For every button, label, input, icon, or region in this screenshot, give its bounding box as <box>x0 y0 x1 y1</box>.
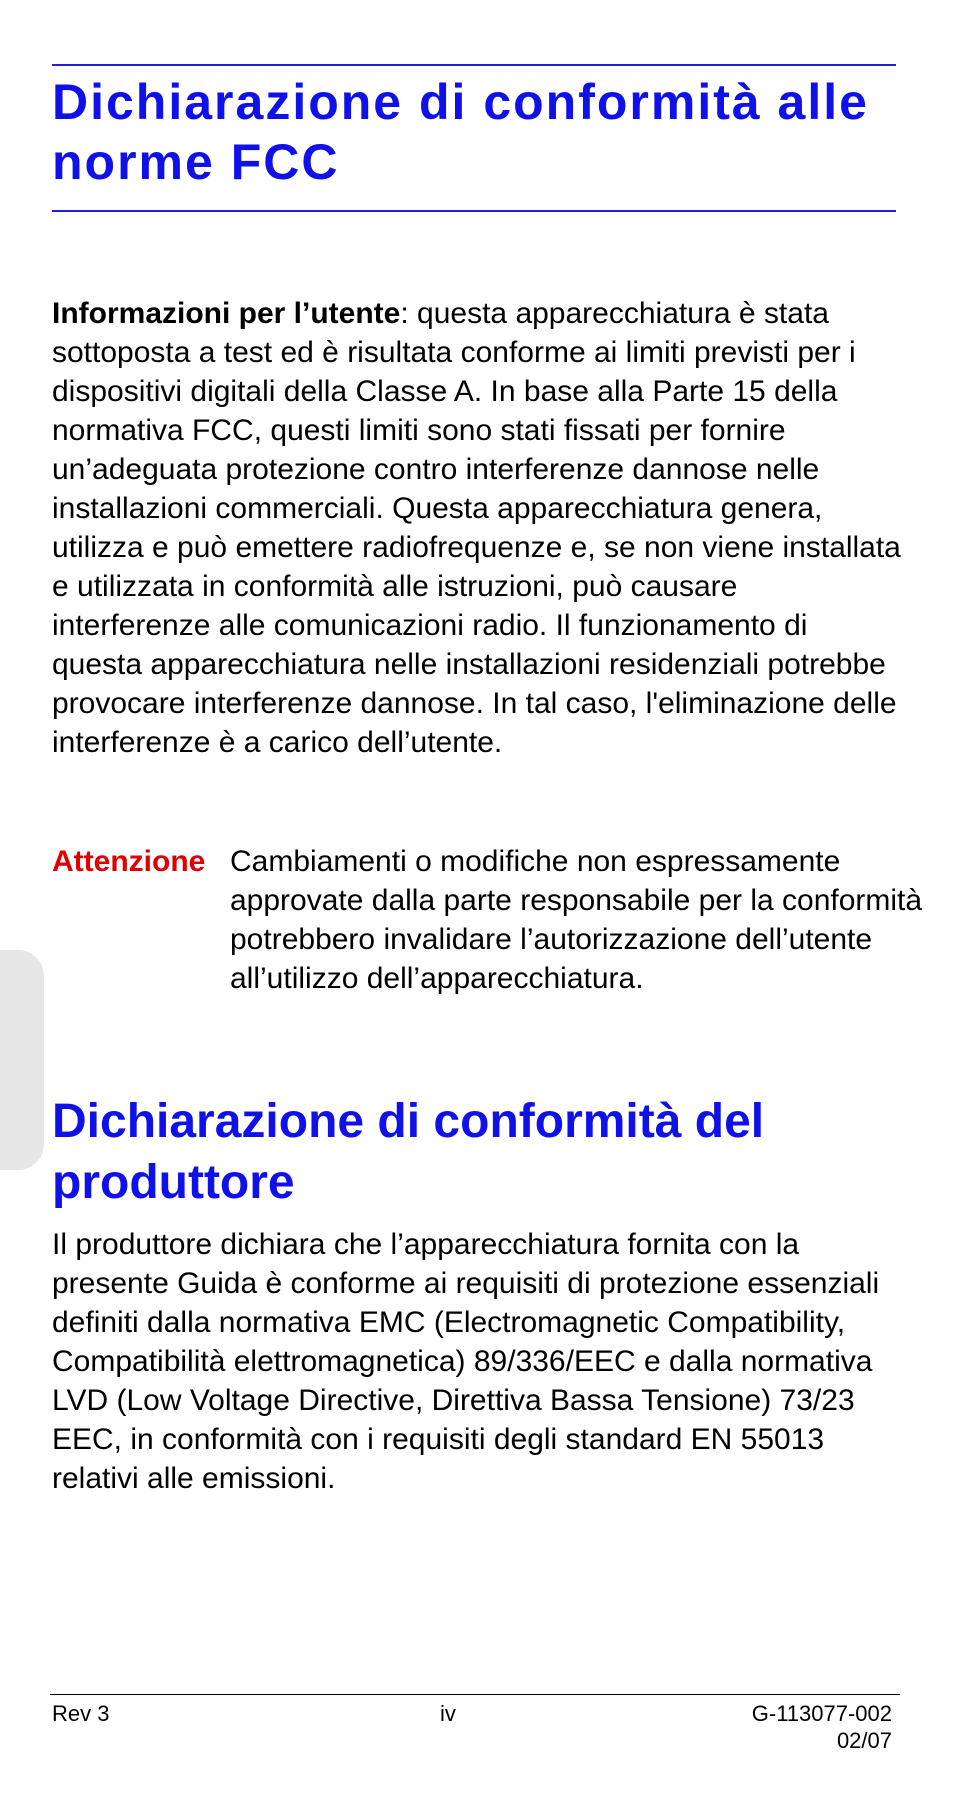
caution-text: Cambiamenti o modifiche non espressamente approvate dalla parte responsabile per la conformità potrebbero invalidare l’autorizzazione dell’utente all’utilizzo dell’apparecchiatura. <box>230 845 923 995</box>
user-information-label: Informazioni per l’utente <box>52 297 401 330</box>
top-rule <box>52 64 896 66</box>
user-information-paragraph <box>52 294 902 762</box>
section2-title: Dichiarazione di conformità del produttore <box>52 1095 765 1209</box>
side-thumb-tab <box>0 950 44 1170</box>
section1-title: Dichiarazione di conformità alle norme FCC <box>52 74 869 190</box>
footer-rule <box>50 1694 900 1695</box>
footer-revision: Rev 3 <box>52 1701 110 1726</box>
title-underline-rule <box>52 210 896 212</box>
footer-document-code: G-113077-002 <box>751 1701 892 1726</box>
footer-page-number: iv <box>440 1701 456 1726</box>
footer-date: 02/07 <box>836 1728 892 1753</box>
user-information-text: : questa apparecchiatura è stata sottoposta a test ed è risultata conforme ai limiti previsti per i dispositivi digitali della Classe A. In base alla Parte 15 della normativa FCC, questi limiti sono stati fissati per fornire un’adeguata protezione contro interferenze dannose nelle installazioni commerciali. Questa apparecchiatura genera, utilizza e può emettere radiofrequenze e, se non viene installata e utilizzata in conformità alle istruzioni, può causare interferenze alle comunicazioni radio. Il funzionamento di questa apparecchiatura nelle installazioni residenziali potrebbe provocare interferenze dannose. In tal caso, l'eliminazione delle interferenze è a carico dell’utente. <box>52 297 901 759</box>
caution-label: Attenzione <box>52 845 206 878</box>
footer-document-info <box>752 1700 892 1754</box>
manufacturer-declaration-paragraph: Il produttore dichiara che l’apparecchiatura fornita con la presente Guida è conforme ai requisiti di protezione essenziali definiti dalla normativa EMC (Electromagnetic Compatibility, Compatibilità elettromagnetica) 89/336/EEC e dalla normativa LVD (Low Voltage Directive, Direttiva Bassa Tensione) 73/23 EEC, in conformità con i requisiti degli standard EN 55013 relativi alle emissioni. <box>52 1228 880 1495</box>
